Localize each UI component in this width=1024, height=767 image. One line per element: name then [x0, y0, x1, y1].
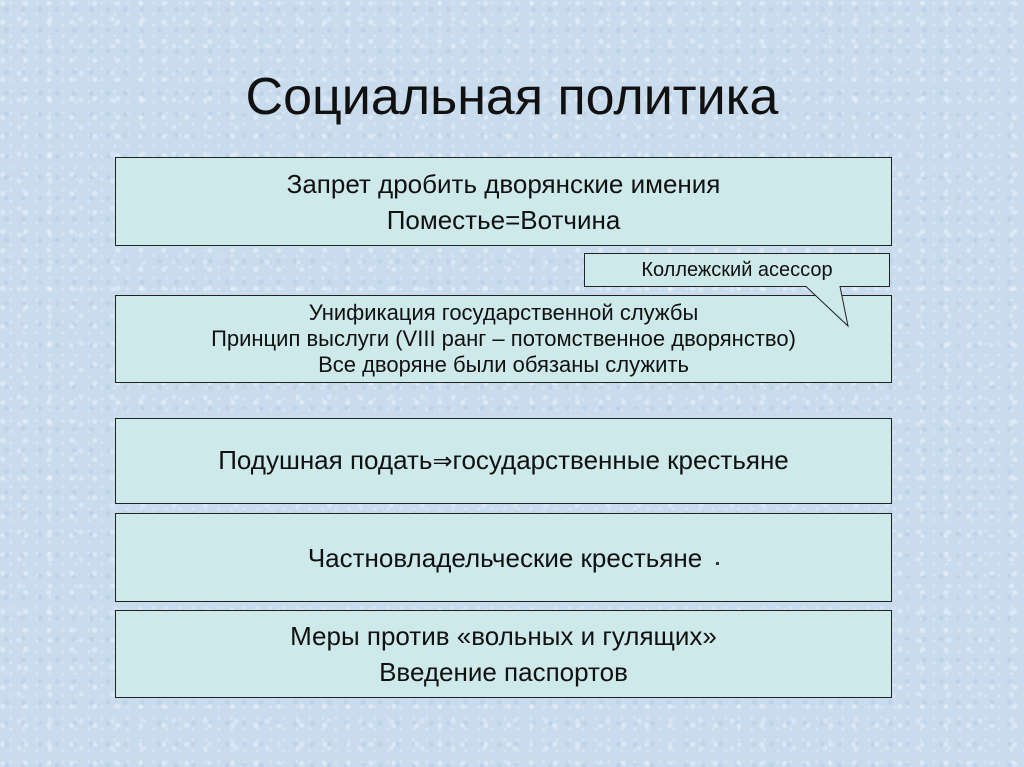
box-line: Запрет дробить дворянские имения [286, 168, 721, 199]
box-line [218, 444, 789, 478]
box-line: Поместье=Вотчина [386, 204, 621, 235]
box-line [288, 542, 719, 574]
poll-tax-label: Подушная подать [218, 445, 433, 475]
slide-title: Социальная политика [245, 68, 779, 126]
callout [584, 253, 890, 327]
box-line: Меры против «вольных и гулящих» [290, 621, 717, 651]
box-line: Унификация государственной службы [308, 300, 699, 325]
dot-mark [716, 562, 719, 565]
private-peasants-label: Частновладельческие крестьяне [307, 542, 703, 573]
poll-tax-box [115, 418, 892, 504]
measures-box [115, 610, 892, 698]
state-peasants-label: государственные крестьяне [452, 445, 789, 475]
callout-text: Коллежский асессор [641, 258, 833, 281]
private-peasants-box [115, 513, 892, 602]
box-line: Принцип выслуги (VIII ранг – потомственное дворянство) [211, 326, 796, 351]
double-arrow-icon: ⇒ [432, 448, 453, 475]
estates-box [115, 157, 892, 246]
box-line: Введение паспортов [379, 657, 628, 687]
box-line: Все дворяне были обязаны служить [318, 352, 689, 377]
